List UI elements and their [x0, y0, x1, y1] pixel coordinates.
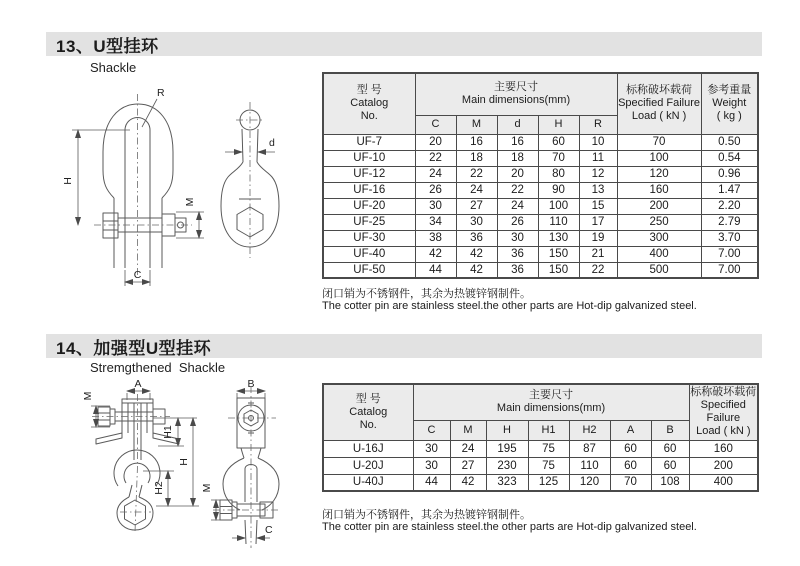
- dim-label-H1: H1: [162, 425, 174, 439]
- header-catalog-no: 型 号 Catalog No.: [323, 384, 413, 440]
- table-row: [323, 246, 758, 262]
- cell-R: 21: [579, 246, 617, 262]
- cell-C: 44: [415, 262, 456, 278]
- cell-catalog: U-20J: [323, 457, 413, 474]
- cell-A: 60: [610, 440, 651, 457]
- cell-catalog: UF-40: [323, 246, 415, 262]
- table-row: [323, 198, 758, 214]
- dim-label-H2: H2: [153, 481, 165, 495]
- cell-weight: 0.50: [701, 134, 758, 150]
- note-zh-section-14: 闭口销为不锈钢件，其余为热镀锌钢制件。: [322, 509, 531, 521]
- cell-C: 30: [415, 198, 456, 214]
- cell-M: 30: [456, 214, 497, 230]
- cell-load: 200: [689, 457, 758, 474]
- cell-M: 18: [456, 150, 497, 166]
- table-row: [323, 214, 758, 230]
- table-row: [323, 474, 758, 491]
- cell-weight: 2.20: [701, 198, 758, 214]
- cell-load: 70: [617, 134, 701, 150]
- cell-catalog: UF-10: [323, 150, 415, 166]
- table-row: [323, 440, 758, 457]
- note-en-section-13: The cotter pin are stainless steel.the other parts are Hot-dip galvanized steel.: [322, 300, 697, 312]
- cell-weight: 2.79: [701, 214, 758, 230]
- cell-d: 30: [497, 230, 538, 246]
- cell-C: 44: [413, 474, 450, 491]
- header-dim-A: A: [610, 420, 651, 440]
- cell-H: 60: [538, 134, 579, 150]
- header-dim-B: B: [651, 420, 689, 440]
- section-14-subtitle: Stremgthened Shackle: [90, 360, 226, 375]
- cell-catalog: UF-50: [323, 262, 415, 278]
- header-failure-load: 标称破坏载荷 Specified Failure Load ( kN ): [689, 384, 758, 440]
- cell-M: 27: [456, 198, 497, 214]
- cell-weight: 0.96: [701, 166, 758, 182]
- cell-H: 150: [538, 262, 579, 278]
- cell-B: 60: [651, 457, 689, 474]
- cell-load: 400: [617, 246, 701, 262]
- cell-A: 60: [610, 457, 651, 474]
- cell-weight: 1.47: [701, 182, 758, 198]
- cell-catalog: UF-30: [323, 230, 415, 246]
- cell-M: 42: [456, 246, 497, 262]
- header-dim-C: C: [413, 420, 450, 440]
- cell-weight: 0.54: [701, 150, 758, 166]
- cell-B: 108: [651, 474, 689, 491]
- note-zh-section-13: 闭口销为不锈钢件，其余为热镀锌钢制件。: [322, 288, 531, 300]
- cell-R: 10: [579, 134, 617, 150]
- cell-load: 500: [617, 262, 701, 278]
- shackle-spec-table: [322, 72, 759, 279]
- dim-label-H: H: [178, 458, 190, 466]
- cell-R: 17: [579, 214, 617, 230]
- header-main-dimensions: 主要尺寸 Main dimensions(mm): [413, 384, 689, 420]
- cell-H: 323: [486, 474, 528, 491]
- table-row: [323, 166, 758, 182]
- table-row: [323, 150, 758, 166]
- table-header-row: [323, 384, 758, 420]
- cell-d: 20: [497, 166, 538, 182]
- dim-label-B: B: [247, 378, 255, 390]
- header-main-dimensions: 主要尺寸 Main dimensions(mm): [415, 73, 617, 115]
- cell-d: 26: [497, 214, 538, 230]
- dim-label-M-front: M: [82, 391, 94, 401]
- dim-label-d: d: [269, 137, 275, 149]
- dim-label-C: C: [133, 269, 142, 281]
- cell-R: 13: [579, 182, 617, 198]
- cell-load: 400: [689, 474, 758, 491]
- cell-C: 38: [415, 230, 456, 246]
- cell-load: 300: [617, 230, 701, 246]
- table-row: [323, 457, 758, 474]
- dim-label-R: R: [157, 87, 165, 99]
- dim-label-H: H: [62, 177, 74, 185]
- header-dim-H2: H2: [569, 420, 610, 440]
- cell-catalog: UF-16: [323, 182, 415, 198]
- cell-M: 36: [456, 230, 497, 246]
- cell-d: 36: [497, 246, 538, 262]
- cell-C: 20: [415, 134, 456, 150]
- cell-d: 22: [497, 182, 538, 198]
- cell-M: 24: [456, 182, 497, 198]
- cell-load: 200: [617, 198, 701, 214]
- cell-H: 90: [538, 182, 579, 198]
- table-row: [323, 182, 758, 198]
- table-row: [323, 230, 758, 246]
- cell-weight: 7.00: [701, 246, 758, 262]
- cell-R: 19: [579, 230, 617, 246]
- strengthened-shackle-spec-table: [322, 383, 759, 492]
- cell-H: 130: [538, 230, 579, 246]
- cell-H: 70: [538, 150, 579, 166]
- cell-B: 60: [651, 440, 689, 457]
- cell-C: 34: [415, 214, 456, 230]
- header-weight: 参考重量 Weight ( kg ): [701, 73, 758, 134]
- cell-A: 70: [610, 474, 651, 491]
- cell-H: 195: [486, 440, 528, 457]
- cell-R: 12: [579, 166, 617, 182]
- cell-load: 250: [617, 214, 701, 230]
- strengthened-shackle-table-body: [323, 440, 758, 491]
- dim-label-C: C: [265, 524, 273, 536]
- cell-catalog: UF-7: [323, 134, 415, 150]
- header-catalog-no: 型 号 Catalog No.: [323, 73, 415, 134]
- cell-H1: 75: [528, 440, 569, 457]
- cell-H2: 120: [569, 474, 610, 491]
- shackle-technical-drawing: [58, 82, 313, 317]
- cell-H2: 110: [569, 457, 610, 474]
- cell-C: 30: [413, 440, 450, 457]
- cell-H: 80: [538, 166, 579, 182]
- cell-H: 110: [538, 214, 579, 230]
- cell-C: 42: [415, 246, 456, 262]
- dim-label-M: M: [184, 197, 196, 207]
- cell-catalog: U-40J: [323, 474, 413, 491]
- cell-catalog: UF-12: [323, 166, 415, 182]
- cell-catalog: UF-25: [323, 214, 415, 230]
- header-dim-d: d: [497, 115, 538, 134]
- shackle-table-body: [323, 134, 758, 278]
- cell-M: 22: [456, 166, 497, 182]
- cell-M: 27: [450, 457, 486, 474]
- cell-H: 150: [538, 246, 579, 262]
- cell-M: 24: [450, 440, 486, 457]
- dim-label-A: A: [134, 378, 142, 390]
- cell-weight: 3.70: [701, 230, 758, 246]
- cell-load: 160: [689, 440, 758, 457]
- header-dim-H1: H1: [528, 420, 569, 440]
- cell-load: 160: [617, 182, 701, 198]
- cell-R: 11: [579, 150, 617, 166]
- cell-C: 26: [415, 182, 456, 198]
- section-14-header-bar: [46, 334, 762, 358]
- cell-d: 16: [497, 134, 538, 150]
- cell-H2: 87: [569, 440, 610, 457]
- header-dim-H: H: [486, 420, 528, 440]
- cell-M: 16: [456, 134, 497, 150]
- cell-weight: 7.00: [701, 262, 758, 278]
- cell-M: 42: [456, 262, 497, 278]
- cell-M: 42: [450, 474, 486, 491]
- section-14-title: 14、加强型U型挂环: [56, 338, 212, 358]
- cell-d: 24: [497, 198, 538, 214]
- header-dim-M: M: [450, 420, 486, 440]
- section-13-subtitle: Shackle: [90, 60, 137, 75]
- header-dim-H: H: [538, 115, 579, 134]
- section-13-title: 13、U型挂环: [56, 36, 159, 56]
- cell-load: 120: [617, 166, 701, 182]
- header-dim-M: M: [456, 115, 497, 134]
- cell-R: 15: [579, 198, 617, 214]
- cell-H: 100: [538, 198, 579, 214]
- header-dim-C: C: [415, 115, 456, 134]
- cell-C: 24: [415, 166, 456, 182]
- cell-C: 30: [413, 457, 450, 474]
- table-header-row: [323, 73, 758, 115]
- strengthened-shackle-technical-drawing: [58, 376, 313, 558]
- cell-catalog: U-16J: [323, 440, 413, 457]
- cell-d: 18: [497, 150, 538, 166]
- table-row: [323, 262, 758, 278]
- cell-C: 22: [415, 150, 456, 166]
- table-row: [323, 134, 758, 150]
- cell-load: 100: [617, 150, 701, 166]
- cell-d: 36: [497, 262, 538, 278]
- dim-label-M-side: M: [201, 483, 213, 493]
- note-en-section-14: The cotter pin are stainless steel.the other parts are Hot-dip galvanized steel.: [322, 521, 697, 533]
- cell-H1: 125: [528, 474, 569, 491]
- header-dim-R: R: [579, 115, 617, 134]
- cell-H: 230: [486, 457, 528, 474]
- cell-R: 22: [579, 262, 617, 278]
- section-13-header-bar: [46, 32, 762, 56]
- header-failure-load: 标称破坏载荷 Specified Failure Load ( kN ): [617, 73, 701, 134]
- cell-catalog: UF-20: [323, 198, 415, 214]
- cell-H1: 75: [528, 457, 569, 474]
